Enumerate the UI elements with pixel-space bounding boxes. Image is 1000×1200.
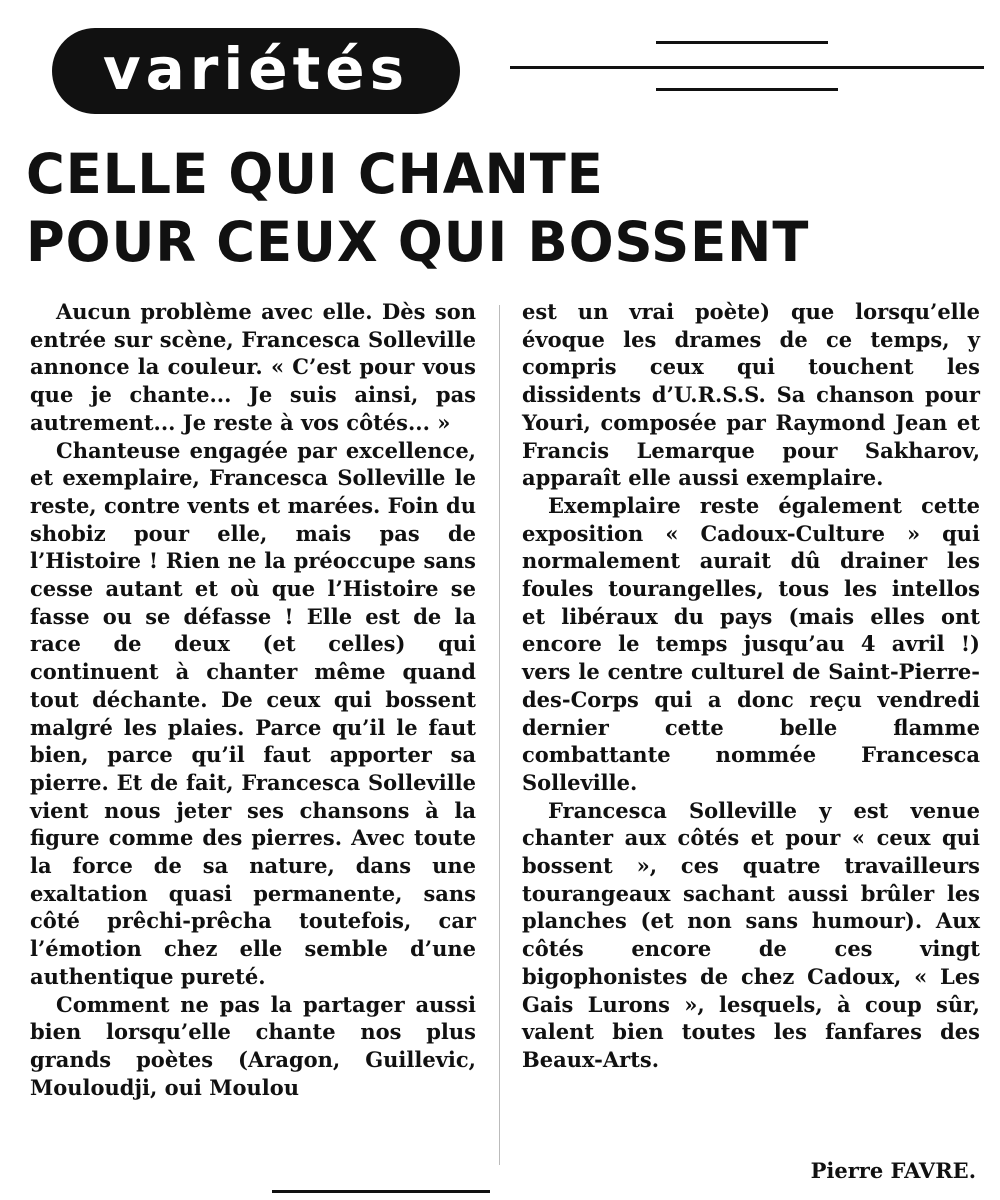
headline-line-2: POUR CEUX QUI BOSSENT — [26, 210, 810, 274]
article-headline — [26, 140, 948, 276]
paragraph: Comment ne pas la partager aussi bien lorsqu’elle chante nos plus grands poètes (Aragon, Guillevic, Mouloudji, oui Moulou — [30, 991, 476, 1100]
footer-rule — [272, 1190, 490, 1193]
article-column-left — [30, 298, 476, 1101]
header-rule-bottom — [656, 88, 838, 91]
paragraph: Aucun problème avec elle. Dès son entrée sur scène, Francesca Solleville annonce la couleur. « C’est pour vous que je chante... Je suis ainsi, pas autrement... Je reste à vos côtés... » — [30, 299, 476, 435]
author-signature: Pierre FAVRE. — [810, 1158, 976, 1183]
column-divider — [499, 305, 500, 1165]
paragraph: Exemplaire reste également cette exposition « Cadoux-Culture » qui normalement aurait dû drainer les foules tourangelles, tous les intellos et libéraux du pays (mais elles ont encore le temps jusqu’au 4 avril !) vers le centre culturel de Saint-Pierre-des-Corps qui a donc reçu vendredi dernier cette belle flamme combattante nommée Francesca Solleville. — [522, 492, 980, 795]
section-label: variétés — [102, 35, 410, 103]
paragraph: Chanteuse engagée par excellence, et exemplaire, Francesca Solleville le reste, contre vents et marées. Foin du shobiz pour elle, mais pas de l’Histoire ! Rien ne la préoccupe sans cesse autant et où que l’Histoire se fasse ou se défasse ! Elle est de la race de deux (et celles) qui continuent à chanter même quand tout déchante. De ceux qui bossent malgré les plaies. Parce qu’il le faut bien, parce qu’il faut apporter sa pierre. Et de fait, Francesca Solleville vient nous jeter ses chansons à la figure comme des pierres. Avec toute la force de sa nature, dans une exaltation quasi permanente, sans côté prêchi-prêcha toutefois, car l’émotion chez elle semble d’une authentique pureté. — [30, 437, 476, 989]
paragraph-continued: est un vrai poète) que lorsqu’elle évoque les drames de ce temps, y compris ceux qui touchent les dissidents d’U.R.S.S. Sa chanson pour Youri, composée par Raymond Jean et Francis Lemarque pour Sakharov, apparaît elle aussi exemplaire. — [522, 299, 980, 491]
header-rule-top — [656, 41, 828, 44]
article-column-right — [522, 298, 980, 1074]
section-label-banner — [52, 28, 460, 114]
headline-line-1: CELLE QUI CHANTE — [26, 142, 604, 206]
paragraph: Francesca Solleville y est venue chanter aux côtés et pour « ceux qui bossent », ces quatre travailleurs tourangeaux sachant aussi brûler les planches (et non sans humour). Aux côtés encore de ces vingt bigophonistes de chez Cadoux, « Les Gais Lurons », lesquels, à coup sûr, valent bien toutes les fanfares des Beaux-Arts. — [522, 797, 980, 1072]
header-rule-main — [510, 66, 984, 69]
